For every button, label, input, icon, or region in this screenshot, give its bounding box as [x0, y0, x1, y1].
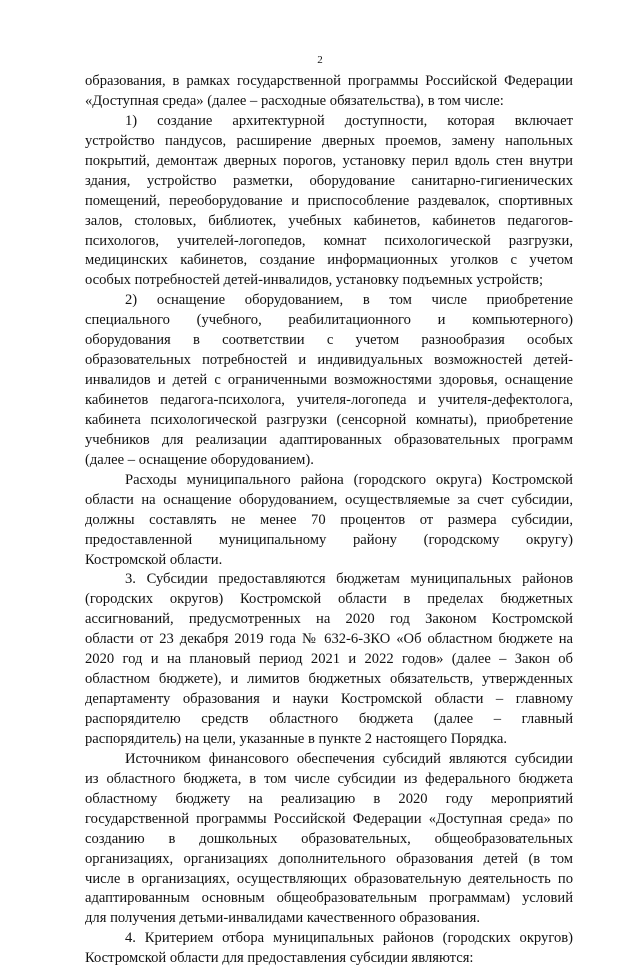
text-line: 1) создание архитектурной доступности, которая включает — [125, 112, 573, 129]
text-line: области от 23 декабря 2019 года № 632-6-ЗКО «Об областном бюджете на — [85, 631, 573, 648]
text-line: устройство пандусов, расширение дверных проемов, замену напольных — [85, 132, 573, 149]
text-line: здания, устройство разметки, оборудование санитарно-гигиенических — [85, 172, 573, 189]
text-line: должны составлять не менее 70 процентов от размера субсидии, — [85, 511, 573, 528]
text-line: покрытий, демонтаж дверных порогов, установку перил вдоль стен внутри — [85, 152, 573, 169]
text-line: организациях, организациях дополнительного образования детей (в том — [85, 850, 573, 867]
text-line: государственной программы Российской Федерации «Доступная среда» по — [85, 810, 573, 827]
text-line: департаменту образования и науки Костромской области – главному — [85, 691, 573, 708]
text-line: ассигнований, предусмотренных на 2020 год Законом Костромской — [85, 611, 573, 628]
text-line: медицинских кабинетов, создание информационных уголков с учетом — [85, 252, 573, 269]
text-line: созданию в дошкольных образовательных, общеобразовательных — [85, 830, 573, 847]
text-line: области на оснащение оборудованием, осуществляемые за счет субсидии, — [85, 491, 573, 508]
text-line: предоставленной муниципальному району (городскому округу) — [85, 531, 573, 548]
text-line: кабинетов педагога-психолога, учителя-логопеда и учителя-дефектолога, — [85, 392, 573, 408]
text-line: образования, в рамках государственной программы Российской Федерации — [85, 73, 573, 89]
text-line: областном бюджете), и лимитов бюджетных обязательств, утвержденных — [85, 671, 573, 688]
text-line: кабинета психологической разгрузки (сенсорной комнаты), приобретение — [85, 411, 573, 428]
text-line: Расходы муниципального района (городского округа) Костромской — [125, 471, 573, 488]
text-line: инвалидов и детей с ограниченными возможностями здоровья, оснащение — [85, 372, 573, 389]
text-line: 2020 год и на плановый период 2021 и 2022 годов» (далее – Закон об — [85, 651, 573, 668]
text-line: помещений, переоборудование и приспособление раздевалок, спортивных — [85, 192, 573, 209]
text-line: 2) оснащение оборудованием, в том числе приобретение — [125, 292, 573, 309]
text-line: числе в организациях, осуществляющих образовательную деятельность по — [85, 870, 573, 887]
document-body — [85, 72, 573, 969]
text-line: Костромской области. — [85, 551, 223, 568]
page-number: 2 — [317, 54, 323, 66]
text-line: Источником финансового обеспечения субсидий являются субсидии — [125, 750, 573, 767]
text-line: оборудования в соответствии с учетом разнообразия особых — [85, 332, 573, 349]
text-line: распорядителю средств областного бюджета (далее – главный — [85, 711, 573, 727]
text-line: 4. Критерием отбора муниципальных районов (городских округов) — [125, 930, 573, 947]
text-line: особых потребностей детей-инвалидов, установку подъемных устройств; — [85, 272, 543, 289]
text-line: образовательных потребностей и индивидуальных возможностей детей- — [85, 352, 573, 369]
text-line: адаптированным основным общеобразовательным программам) условий — [85, 890, 573, 907]
text-line: (городских округов) Костромской области в пределах бюджетных — [85, 591, 573, 608]
text-line: областному бюджету на реализацию в 2020 году мероприятий — [85, 790, 573, 807]
text-line: «Доступная среда» (далее – расходные обязательства), в том числе: — [85, 92, 504, 109]
text-line: (далее – оснащение оборудованием). — [85, 451, 314, 468]
text-line: из областного бюджета, в том числе субсидии из федерального бюджета — [85, 770, 573, 787]
text-line: залов, столовых, библиотек, учебных кабинетов, кабинетов педагогов- — [85, 212, 573, 229]
text-line: распорядитель) на цели, указанные в пункте 2 настоящего Порядка. — [85, 730, 507, 747]
text-line: учебников для реализации адаптированных образовательных программ — [85, 431, 573, 448]
text-line: специального (учебного, реабилитационного и компьютерного) — [85, 312, 573, 329]
text-line: Костромской области для предоставления субсидии являются: — [85, 950, 474, 967]
text-line: психологов, учителей-логопедов, комнат психологической разгрузки, — [85, 232, 573, 249]
text-line: для получения детьми-инвалидами качественного образования. — [85, 910, 481, 927]
text-line: 3. Субсидии предоставляются бюджетам муниципальных районов — [125, 571, 573, 588]
